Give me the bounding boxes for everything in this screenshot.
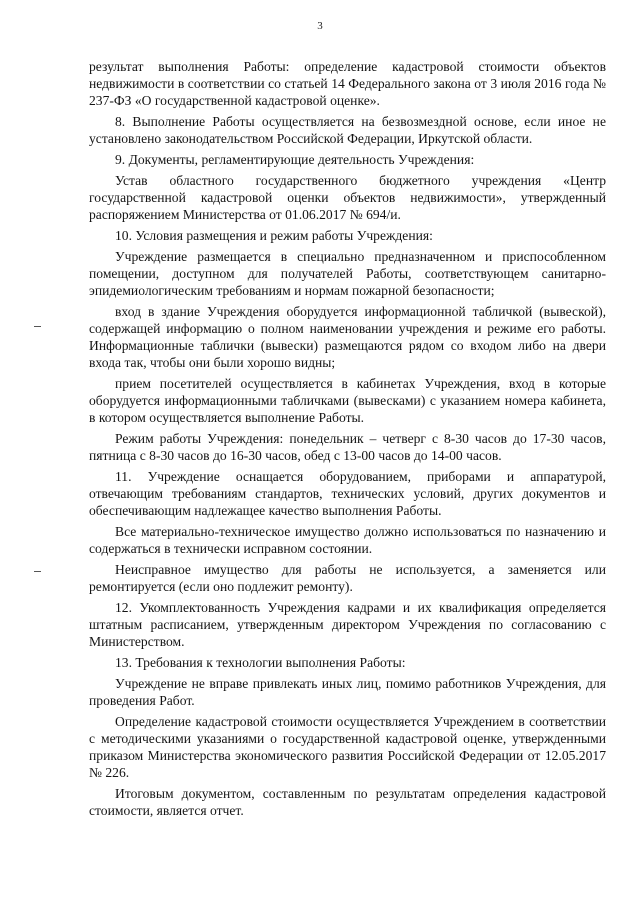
paragraph-10-heading: 10. Условия размещения и режим работы Учреждения: bbox=[115, 228, 433, 243]
paragraph-valuation-method: Определение кадастровой стоимости осуществляется Учреждением в соответствии с методическими указаниями о государственной кадастровой оценке, утвержденными приказом Министерства экономического развития Российской Федерации от 12.05.2017 № 226. bbox=[89, 714, 606, 780]
paragraph-9-heading: 9. Документы, регламентирующие деятельность Учреждения: bbox=[115, 152, 475, 167]
margin-mark bbox=[34, 326, 41, 327]
paragraph-12: 12. Укомплектованность Учреждения кадрами и их квалификация определяется штатным расписанием, утвержденным директором Учреждения по согласованию с Министерством. bbox=[89, 600, 606, 649]
paragraph-11: 11. Учреждение оснащается оборудованием, приборами и аппаратурой, отвечающим требованиям стандартов, технических условий, других документов и обеспечивающим надлежащее качество выполнения Работы. bbox=[89, 469, 606, 518]
margin-mark bbox=[34, 571, 41, 572]
paragraph-charter: Устав областного государственного бюджетного учреждения «Центр государственной кадастровой оценки объектов недвижимости», утвержденный распоряжением Министерства от 01.06.2017 № 694/и. bbox=[89, 173, 606, 222]
paragraph-visitors: прием посетителей осуществляется в кабинетах Учреждения, вход в которые оборудуется информационными табличками (вывесками) с указанием номера кабинета, в котором осуществляется выполнение Работы. bbox=[89, 376, 606, 425]
paragraph-premises: Учреждение размещается в специально предназначенном и приспособленном помещении, доступном для получателей Работы, соответствующем санитарно-эпидемиологическим требованиям и нормам пожарной безопасности; bbox=[89, 249, 606, 298]
paragraph-no-third-parties: Учреждение не вправе привлекать иных лиц, помимо работников Учреждения, для проведения Работ. bbox=[89, 676, 606, 708]
document-body bbox=[89, 58, 606, 823]
paragraph-13-heading: 13. Требования к технологии выполнения Работы: bbox=[115, 655, 406, 670]
paragraph-property: Все материально-техническое имущество должно использоваться по назначению и содержаться в технически исправном состоянии. bbox=[89, 524, 606, 556]
paragraph-8: 8. Выполнение Работы осуществляется на безвозмездной основе, если иное не установлено законодательством Российской Федерации, Иркутской области. bbox=[89, 114, 606, 146]
paragraph-faulty-property: Неисправное имущество для работы не используется, а заменяется или ремонтируется (если оно подлежит ремонту). bbox=[89, 562, 606, 594]
paragraph-entrance: вход в здание Учреждения оборудуется информационной табличкой (вывеской), содержащей информацию о полном наименовании учреждения и режиме его работы. Информационные таблички (вывески) размещаются рядом со входом либо на двери входа так, чтобы они были хорошо видны; bbox=[89, 304, 606, 370]
paragraph-schedule: Режим работы Учреждения: понедельник – четверг с 8-30 часов до 17-30 часов, пятница с 8-30 часов до 16-30 часов, обед с 13-00 часов до 14-00 часов. bbox=[89, 431, 606, 463]
paragraph-result: результат выполнения Работы: определение кадастровой стоимости объектов недвижимости в соответствии со статьей 14 Федерального закона от 3 июля 2016 года № 237-ФЗ «О государственной кадастровой оценке». bbox=[89, 59, 606, 108]
page-number: 3 bbox=[317, 20, 323, 32]
paragraph-final-report: Итоговым документом, составленным по результатам определения кадастровой стоимости, является отчет. bbox=[89, 786, 606, 818]
